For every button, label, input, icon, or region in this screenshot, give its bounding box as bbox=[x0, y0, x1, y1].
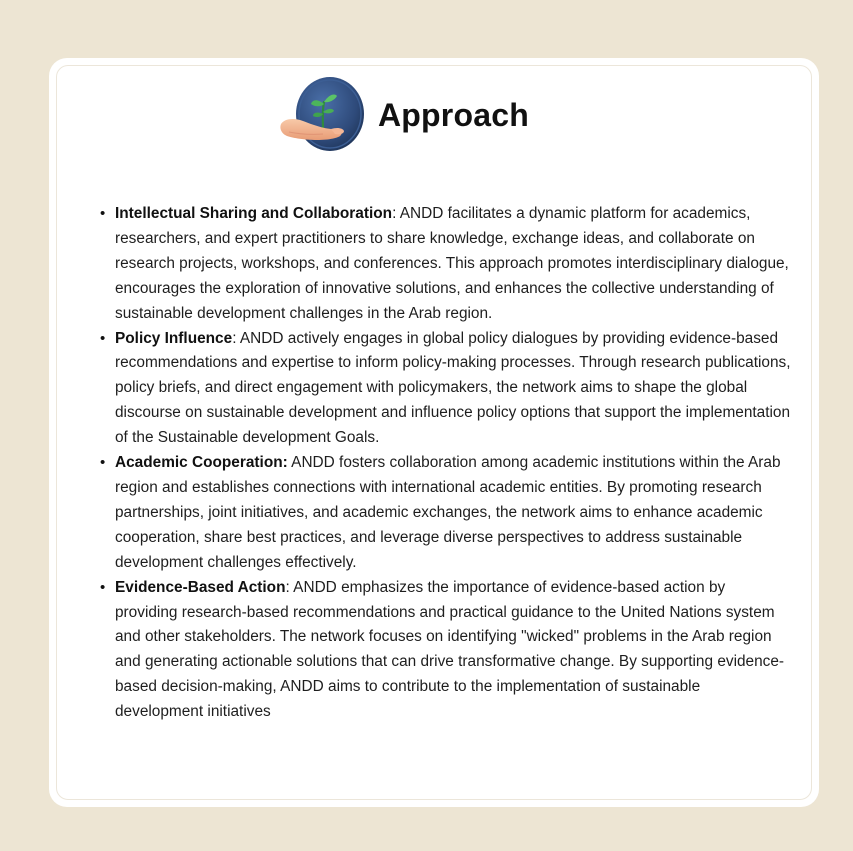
seedling-stem bbox=[323, 102, 324, 130]
bullet-icon: • bbox=[100, 578, 106, 596]
list-item-intellectual-sharing bbox=[100, 202, 791, 327]
bullet-icon: • bbox=[100, 454, 106, 472]
bullet-icon: • bbox=[100, 205, 106, 222]
item-heading: Evidence-Based Action bbox=[115, 578, 286, 596]
list-item-evidence-based-action bbox=[100, 576, 791, 725]
item-text: : ANDD facilitates a dynamic platform for academics, researchers, and expert practitioners to share knowledge, exchange ideas, and collaborate on research projects, workshops, and conferences. This approach promotes interdisciplinary dialogue, encourages the exploration of innovative solutions, and enhances the collective understanding of sustainable development challenges in the Arab region. bbox=[115, 205, 789, 322]
bullet-icon: • bbox=[100, 329, 106, 347]
item-heading: Academic Cooperation: bbox=[115, 454, 288, 472]
list-item-academic-cooperation bbox=[100, 451, 791, 576]
item-heading: Intellectual Sharing and Collaboration bbox=[115, 205, 393, 222]
item-text: : ANDD emphasizes the importance of evidence-based action by providing research-based recommendations and practical guidance to the United Nations system and other stakeholders. The network focuses on identifying "wicked" problems in the Arab region and generating actionable solutions that can drive transformative change. By supporting evidence-based decision-making, ANDD aims to contribute to the implementation of sustainable development initiatives bbox=[115, 578, 785, 721]
logo-disc bbox=[296, 77, 364, 151]
section-header bbox=[277, 74, 529, 154]
item-heading: Policy Influence bbox=[115, 329, 233, 347]
approach-list bbox=[100, 202, 791, 725]
list-item-policy-influence bbox=[100, 327, 791, 452]
page-title: Approach bbox=[378, 96, 529, 133]
item-text: : ANDD actively engages in global policy dialogues by providing evidence-based recommendations and expertise to inform policy-making processes. Through research publications, policy briefs, and direct engagement with policymakers, the network aims to shape the global discourse on sustainable development and influence policy options that support the implementation of the Sustainable development Goals. bbox=[115, 329, 791, 447]
item-text: ANDD fosters collaboration among academic institutions within the Arab region and establishes connections with international academic entities. By promoting research partnerships, joint initiatives, and academic exchanges, the network aims to enhance academic cooperation, share best practices, and leverage diverse perspectives to address sustainable development challenges effectively. bbox=[115, 454, 781, 571]
hand-holding-seedling-icon bbox=[277, 74, 365, 154]
content-card bbox=[49, 58, 819, 807]
